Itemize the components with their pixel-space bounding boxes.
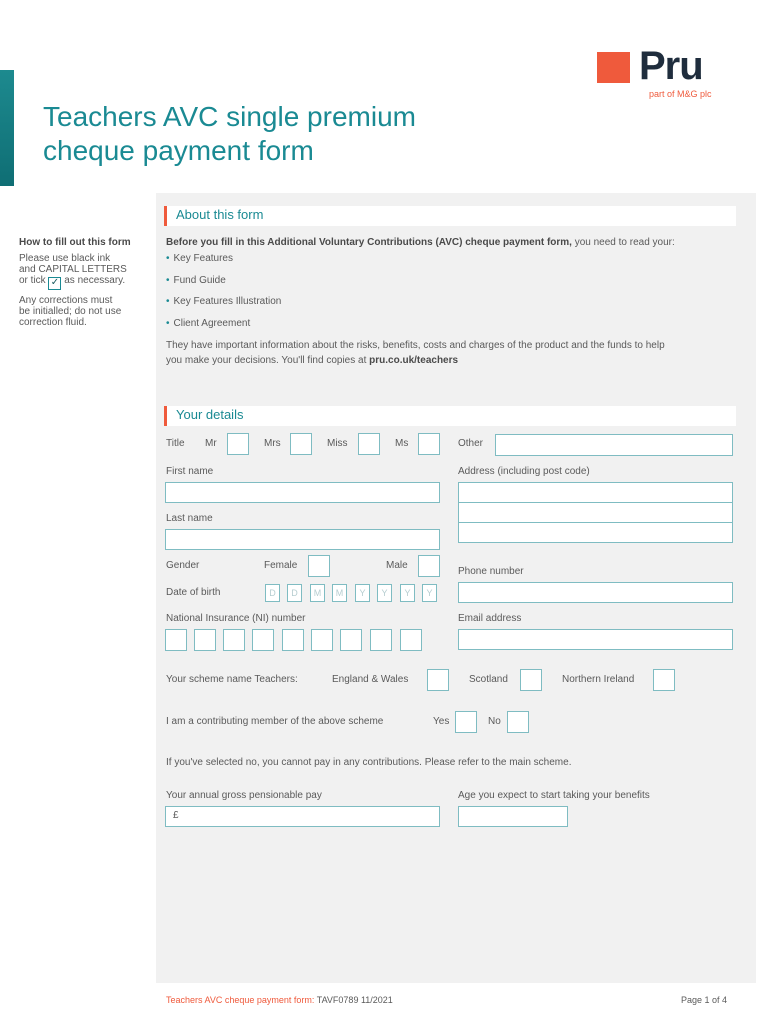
scheme-england-wales-label: England & Wales	[332, 674, 409, 685]
pay-field[interactable]	[165, 806, 440, 827]
about-info-text: you make your decisions. You'll find copies at	[166, 355, 370, 366]
gender-male-checkbox[interactable]	[418, 555, 440, 577]
scheme-scotland-checkbox[interactable]	[520, 669, 542, 691]
dob-label: Date of birth	[166, 587, 221, 598]
title-mrs-checkbox[interactable]	[290, 433, 312, 455]
scheme-northern-ireland-checkbox[interactable]	[653, 669, 675, 691]
logo-text: Pru	[639, 44, 703, 88]
member-label: I am a contributing member of the above scheme	[166, 716, 384, 727]
scheme-scotland-label: Scotland	[469, 674, 508, 685]
dob-month-1[interactable]: M	[310, 584, 325, 602]
footer-form-label: Teachers AVC cheque payment form:	[166, 995, 315, 1005]
dob-year-4[interactable]: Y	[422, 584, 437, 602]
title-line-1: Teachers AVC single premium	[43, 101, 416, 132]
about-info-line: They have important information about the risks, benefits, costs and charges of the product and the funds to help	[166, 340, 665, 351]
email-field[interactable]	[458, 629, 733, 650]
first-name-field[interactable]	[165, 482, 440, 503]
age-field[interactable]	[458, 806, 568, 827]
scheme-label: Your scheme name Teachers:	[166, 674, 298, 685]
gender-male-label: Male	[386, 560, 408, 571]
tick-icon: ✓	[48, 277, 61, 290]
address-label: Address (including post code)	[458, 466, 590, 477]
instructions-line: Any corrections must	[19, 295, 113, 306]
list-item: • Client Agreement	[166, 318, 250, 329]
about-intro-bold: Before you fill in this Additional Voluntary Contributions (AVC) cheque payment form,	[166, 237, 572, 248]
ni-char-box[interactable]	[311, 629, 333, 651]
about-info-line	[166, 355, 458, 366]
email-label: Email address	[458, 613, 522, 624]
about-intro-rest: you need to read your:	[571, 237, 675, 248]
address-line-2-field[interactable]	[458, 502, 733, 523]
instructions-text-2	[19, 295, 121, 328]
instructions-line: and CAPITAL LETTERS	[19, 264, 127, 275]
details-section-header	[164, 406, 736, 426]
member-note: If you've selected no, you cannot pay in any contributions. Please refer to the main scheme.	[166, 757, 572, 768]
instructions-text: or tick	[19, 275, 46, 286]
title-label: Title	[166, 438, 185, 449]
title-ms-label: Ms	[395, 438, 409, 449]
title-miss-checkbox[interactable]	[358, 433, 380, 455]
member-no-label: No	[488, 716, 501, 727]
title-mr-checkbox[interactable]	[227, 433, 249, 455]
instructions-line: correction fluid.	[19, 317, 87, 328]
ni-char-box[interactable]	[194, 629, 216, 651]
ni-char-box[interactable]	[400, 629, 422, 651]
ni-char-box[interactable]	[370, 629, 392, 651]
dob-year-3[interactable]: Y	[400, 584, 415, 602]
phone-label: Phone number	[458, 566, 524, 577]
address-line-1-field[interactable]	[458, 482, 733, 503]
member-yes-checkbox[interactable]	[455, 711, 477, 733]
title-mr-label: Mr	[205, 438, 217, 449]
instructions-line: be initialled; do not use	[19, 306, 122, 317]
instructions-line	[19, 275, 127, 290]
dob-day-1[interactable]: D	[265, 584, 280, 602]
page-title	[43, 100, 416, 168]
instructions-text-1	[19, 253, 127, 290]
member-no-checkbox[interactable]	[507, 711, 529, 733]
dob-year-1[interactable]: Y	[355, 584, 370, 602]
footer-form-code: TAVF0789 11/2021	[314, 995, 393, 1005]
dob-year-2[interactable]: Y	[377, 584, 392, 602]
gender-label: Gender	[166, 560, 200, 571]
ni-label: National Insurance (NI) number	[166, 613, 306, 624]
scheme-northern-ireland-label: Northern Ireland	[562, 674, 635, 685]
gender-female-checkbox[interactable]	[308, 555, 330, 577]
logo-mark	[597, 52, 630, 83]
currency-symbol: £	[173, 810, 179, 821]
instructions-line: Please use black ink	[19, 253, 111, 264]
list-item: • Fund Guide	[166, 275, 226, 286]
address-line-3-field[interactable]	[458, 522, 733, 543]
section-title: Your details	[176, 407, 244, 422]
ni-char-box[interactable]	[252, 629, 274, 651]
instructions-text: as necessary.	[64, 275, 126, 286]
pay-label: Your annual gross pensionable pay	[166, 790, 322, 801]
first-name-label: First name	[166, 466, 214, 477]
page-number: Page 1 of 4	[681, 995, 728, 1005]
scheme-england-wales-checkbox[interactable]	[427, 669, 449, 691]
ni-char-box[interactable]	[282, 629, 304, 651]
phone-field[interactable]	[458, 582, 733, 603]
title-miss-label: Miss	[327, 438, 348, 449]
list-item: • Key Features	[166, 253, 233, 264]
about-intro	[166, 237, 675, 248]
last-name-field[interactable]	[165, 529, 440, 550]
title-mrs-label: Mrs	[264, 438, 281, 449]
section-title: About this form	[176, 207, 264, 222]
title-line-2: cheque payment form	[43, 135, 314, 166]
dob-month-2[interactable]: M	[332, 584, 347, 602]
age-label: Age you expect to start taking your benefits	[458, 790, 650, 801]
instructions-heading: How to fill out this form	[19, 237, 131, 248]
dob-day-2[interactable]: D	[287, 584, 302, 602]
ni-char-box[interactable]	[165, 629, 187, 651]
logo-subtext: part of M&G plc	[649, 89, 712, 99]
ni-char-box[interactable]	[223, 629, 245, 651]
footer-form-ref	[166, 995, 393, 1005]
gender-female-label: Female	[264, 560, 298, 571]
title-other-field[interactable]	[495, 434, 733, 456]
title-other-label: Other	[458, 438, 484, 449]
member-yes-label: Yes	[433, 716, 450, 727]
list-item: • Key Features Illustration	[166, 296, 281, 307]
side-accent-bar	[0, 70, 14, 186]
ni-char-box[interactable]	[340, 629, 362, 651]
title-ms-checkbox[interactable]	[418, 433, 440, 455]
about-section-header	[164, 206, 736, 226]
website-link[interactable]: pru.co.uk/teachers	[369, 355, 459, 366]
last-name-label: Last name	[166, 513, 213, 524]
